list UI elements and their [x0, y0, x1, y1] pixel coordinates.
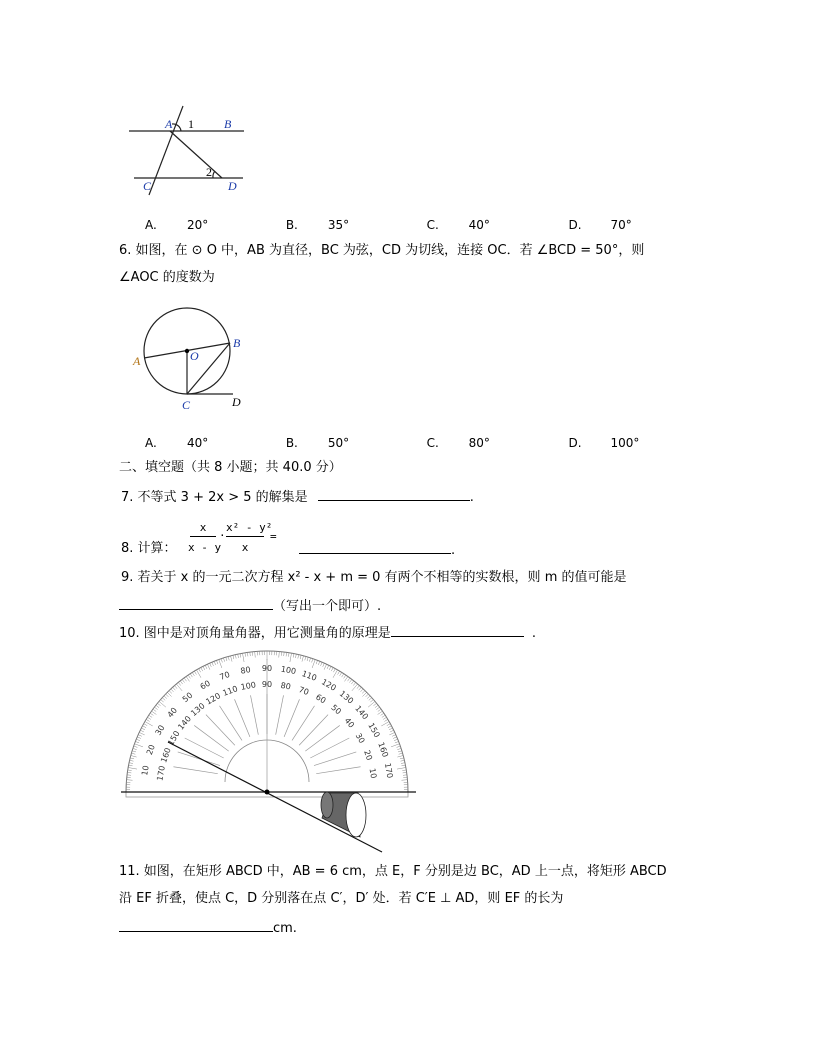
tick — [333, 670, 338, 678]
tick — [135, 744, 143, 747]
protractor-figure — [121, 651, 416, 852]
tick — [378, 711, 383, 714]
label-angle2: 2 — [206, 165, 212, 179]
q9-end: （写出一个即可）. — [273, 599, 382, 614]
tick — [384, 719, 387, 721]
tick — [352, 684, 358, 691]
fraction-numerator: x² - y² — [226, 520, 264, 537]
option-letter: B. — [285, 436, 298, 450]
tick — [214, 661, 215, 665]
tick — [188, 675, 190, 678]
tick — [207, 664, 210, 669]
tick — [169, 691, 172, 694]
tick — [151, 711, 156, 714]
tick — [300, 655, 301, 659]
label-d: D — [228, 179, 237, 193]
tick — [307, 657, 308, 661]
ray-line — [194, 725, 228, 751]
tick — [134, 746, 138, 747]
tick — [184, 678, 186, 681]
tick — [131, 756, 137, 758]
cylinder-front — [346, 793, 366, 837]
tick — [150, 713, 153, 715]
tick — [333, 669, 335, 672]
tick — [397, 746, 401, 747]
answer-blank[interactable] — [391, 624, 524, 637]
q8-end: . — [451, 543, 456, 558]
tick — [397, 748, 401, 749]
tick — [132, 751, 136, 752]
option-value: 20° — [187, 218, 209, 232]
tick — [145, 722, 153, 727]
answer-blank[interactable] — [119, 919, 273, 932]
tick — [288, 653, 289, 657]
tick — [398, 751, 402, 752]
equals: = — [270, 530, 277, 543]
label-b: B — [224, 117, 232, 131]
inner-scale-label: 160 — [159, 746, 173, 764]
tick — [221, 659, 222, 663]
tick — [128, 770, 132, 771]
q11-line2: 沿 EF 折叠，使点 C，D 分别落在点 C′，D′ 处．若 C′E ⊥ AD，则 EF 的长为 — [119, 891, 564, 906]
q10-text: 10. 图中是对顶角量角器，用它测量角的原理是 — [119, 626, 391, 641]
outer-scale-label: 70 — [218, 669, 232, 682]
q9-line1: 9. 若关于 x 的一元二次方程 x² - x + m = 0 有两个不相等的实数根，则 m 的值可能是 — [121, 570, 627, 585]
tick — [338, 671, 340, 674]
label-b: B — [233, 336, 241, 350]
tick — [366, 694, 369, 697]
tick — [203, 666, 205, 670]
ray-line — [220, 706, 243, 741]
tick — [186, 676, 189, 681]
tick — [394, 739, 398, 740]
tick — [305, 656, 306, 660]
tick — [167, 692, 171, 696]
tick — [344, 675, 346, 678]
outer-scale-label: 150 — [366, 721, 382, 740]
tick — [351, 681, 353, 684]
tick — [197, 670, 202, 678]
tick — [233, 655, 234, 659]
tick — [367, 696, 370, 699]
tick — [359, 687, 362, 690]
tick — [279, 652, 280, 658]
outer-scale-label: 160 — [376, 741, 390, 759]
tick — [389, 728, 393, 730]
tick — [373, 703, 376, 706]
inner-scale-label: 40 — [342, 716, 357, 730]
tick — [302, 656, 304, 662]
tick — [295, 654, 296, 658]
fraction-numerator: x — [190, 520, 216, 537]
option-value: 35° — [327, 218, 350, 232]
tick — [395, 741, 399, 742]
tick — [127, 780, 133, 781]
tick — [290, 653, 292, 662]
tick — [143, 726, 147, 728]
outer-scale-label: 90 — [261, 664, 273, 673]
tick — [318, 661, 319, 665]
inner-scale-label: 170 — [155, 765, 167, 782]
tick — [309, 658, 310, 662]
tick — [162, 698, 165, 701]
outer-scale-label: 100 — [280, 664, 297, 677]
inner-scale-label: 10 — [367, 767, 379, 780]
tick — [348, 678, 350, 681]
outer-scale-label: 30 — [153, 723, 167, 737]
tick — [199, 669, 201, 672]
q8-answer — [299, 541, 455, 559]
tick — [153, 709, 156, 711]
tick — [403, 772, 407, 773]
q6-options — [145, 436, 639, 450]
outer-scale-label: 20 — [144, 743, 157, 757]
tick — [323, 663, 325, 667]
tick — [194, 671, 196, 674]
tick — [180, 681, 182, 684]
tick — [368, 701, 375, 707]
tick — [174, 686, 177, 689]
tick — [362, 692, 366, 696]
q9-line2 — [119, 597, 381, 615]
option-letter: D. — [568, 218, 582, 232]
tick — [178, 682, 181, 685]
tick — [135, 741, 139, 742]
ray-line — [299, 715, 328, 746]
tick — [138, 735, 142, 737]
tick — [146, 719, 149, 721]
ray-line — [185, 738, 224, 758]
label-o: O — [190, 349, 199, 363]
tick — [157, 703, 160, 706]
inner-scale-label: 110 — [221, 684, 239, 698]
tick — [235, 655, 236, 659]
tick — [129, 765, 133, 766]
inner-scale-label: 130 — [189, 701, 207, 719]
tick — [147, 717, 150, 719]
ray-line — [310, 738, 349, 758]
tick — [240, 654, 241, 658]
ray-line — [235, 699, 250, 737]
tick — [182, 679, 184, 682]
q11-line1: 11. 如图，在矩形 ABCD 中，AB = 6 cm，点 E，F 分别是边 BC，AD 上一点，将矩形 ABCD — [119, 864, 667, 879]
option-letter: C. — [426, 218, 439, 232]
tick — [389, 732, 394, 735]
tick — [247, 652, 248, 656]
option-value: 70° — [610, 218, 632, 232]
tick — [201, 668, 203, 672]
tick — [238, 654, 239, 658]
outer-scale-label: 130 — [337, 689, 356, 706]
label-c: C — [182, 398, 191, 412]
tick — [210, 663, 212, 667]
ray-line — [178, 752, 220, 766]
tick — [205, 665, 207, 669]
tick — [342, 674, 344, 677]
tick — [397, 756, 403, 758]
q11-unit: cm. — [273, 921, 297, 936]
tick — [159, 701, 166, 707]
tick — [400, 760, 404, 761]
ray-line — [305, 725, 339, 751]
tick — [137, 737, 141, 739]
tick — [393, 737, 397, 739]
tick — [381, 713, 384, 715]
tick — [401, 780, 407, 781]
tick — [171, 689, 174, 692]
fraction-denominator: x — [241, 541, 249, 554]
tick — [381, 722, 389, 727]
option-letter: A. — [145, 218, 157, 232]
inner-scale-label: 80 — [279, 680, 292, 692]
tick — [353, 682, 356, 685]
tick — [357, 686, 360, 689]
tick — [139, 732, 144, 735]
ray-line — [284, 699, 299, 737]
q5-options — [145, 218, 632, 232]
outer-scale-label: 140 — [353, 703, 370, 722]
tick — [223, 658, 224, 662]
tick — [382, 715, 385, 717]
option-value: 40° — [468, 218, 490, 232]
outer-scale-label: 60 — [198, 678, 212, 692]
answer-blank[interactable] — [318, 488, 470, 501]
tick — [312, 660, 315, 668]
tick — [331, 668, 333, 672]
tick — [166, 694, 169, 697]
tick — [298, 655, 299, 659]
tick — [131, 753, 135, 754]
option-value: 80° — [468, 436, 490, 450]
outer-scale-label: 110 — [300, 669, 318, 683]
tick — [387, 724, 390, 726]
inner-scale-label: 90 — [261, 680, 273, 689]
tick — [376, 707, 379, 709]
tick — [369, 698, 372, 701]
tick — [144, 724, 147, 726]
label-d: D — [232, 395, 241, 409]
inner-scale-label: 30 — [353, 731, 367, 745]
ray-line — [276, 695, 284, 734]
label-c: C — [143, 179, 152, 193]
tick — [375, 705, 378, 707]
inner-scale-label: 100 — [240, 680, 257, 692]
tick — [329, 666, 331, 670]
q6-line2: ∠AOC 的度数为 — [119, 270, 215, 285]
tick — [140, 730, 144, 732]
center-dot — [265, 790, 270, 795]
tick — [286, 652, 287, 656]
cylinder-back — [321, 792, 333, 818]
tick — [388, 726, 392, 728]
ray-line — [314, 752, 356, 766]
tick — [176, 684, 182, 691]
tick — [402, 770, 406, 771]
option-value: 40° — [187, 436, 209, 450]
label-a: A — [133, 354, 141, 368]
option-value: 100° — [610, 436, 640, 450]
inner-scale-label: 70 — [297, 685, 311, 697]
tick — [360, 689, 363, 692]
option-letter: A. — [145, 436, 157, 450]
tick — [156, 705, 159, 707]
tick — [321, 662, 323, 666]
tick — [129, 763, 133, 764]
tick — [243, 653, 245, 662]
q7 — [121, 488, 474, 506]
tick — [219, 660, 222, 668]
tick — [362, 691, 365, 694]
q8-prefix: 8. 计算： — [121, 541, 177, 556]
answer-blank[interactable] — [299, 541, 451, 554]
tick — [190, 674, 192, 677]
outer-scale-label: 120 — [319, 677, 338, 693]
outer-scale-label: 50 — [180, 690, 195, 705]
tick — [226, 657, 227, 661]
tick — [164, 696, 167, 699]
inner-scale-label: 150 — [166, 729, 182, 748]
tick — [401, 765, 405, 766]
q7-end: . — [469, 490, 474, 505]
tick — [293, 654, 294, 658]
inner-scale-label: 50 — [329, 702, 343, 717]
tick — [312, 659, 313, 663]
ray-line — [206, 715, 235, 746]
label-a: A — [165, 117, 173, 131]
tick — [228, 656, 229, 660]
tick — [128, 768, 137, 770]
tick — [391, 744, 399, 747]
tick — [127, 772, 131, 773]
tick — [316, 660, 317, 664]
tick — [399, 753, 403, 754]
ray-line — [251, 695, 259, 734]
q10-end: . — [531, 626, 536, 641]
tick — [136, 739, 140, 740]
inner-scale-label: 120 — [204, 691, 223, 707]
tick — [378, 709, 381, 711]
tick — [392, 735, 396, 737]
tick — [192, 672, 194, 675]
option-value: 50° — [327, 436, 350, 450]
tick — [154, 707, 157, 709]
q10 — [119, 624, 536, 642]
tick — [245, 653, 246, 657]
tick — [212, 662, 214, 666]
answer-blank[interactable] — [119, 597, 273, 610]
tick — [130, 760, 134, 761]
inner-scale-label: 20 — [362, 748, 374, 762]
tick — [390, 730, 394, 732]
q11-line3 — [119, 919, 297, 937]
tick — [149, 715, 152, 717]
tick — [349, 679, 351, 682]
tick — [340, 672, 342, 675]
ray-line — [292, 706, 315, 741]
tick — [255, 652, 256, 658]
tick — [401, 763, 405, 764]
q6-line1: 6. 如图，在 ⊙ O 中，AB 为直径，BC 为弦，CD 为切线，连接 OC．若 ∠BCD = 50°，则 — [119, 243, 645, 258]
tick — [161, 699, 164, 702]
outer-scale-label: 170 — [382, 762, 395, 779]
tick — [130, 758, 134, 759]
label-angle1: 1 — [188, 117, 194, 131]
section-title: 二、填空题（共 8 小题；共 40.0 分） — [119, 460, 342, 475]
tick — [133, 748, 137, 749]
fraction-denominator: x - y — [188, 541, 222, 554]
tick — [370, 699, 373, 702]
outer-scale-label: 80 — [239, 665, 252, 676]
option-letter: D. — [568, 436, 582, 450]
outer-scale-label: 10 — [140, 764, 151, 777]
tick — [344, 676, 347, 681]
tick — [141, 728, 145, 730]
ray-line — [316, 767, 360, 774]
tick — [173, 687, 176, 690]
outer-scale-label: 40 — [165, 705, 180, 720]
option-letter: B. — [285, 218, 298, 232]
q7-text: 7. 不等式 3 + 2x > 5 的解集是 — [121, 490, 308, 505]
tick — [397, 768, 406, 770]
tick — [383, 717, 386, 719]
dot: · — [219, 529, 226, 542]
tick — [327, 665, 329, 669]
ray-line — [173, 767, 217, 774]
tick — [231, 656, 233, 662]
tick — [216, 660, 217, 664]
inner-scale-label: 140 — [176, 714, 194, 732]
inner-scale-label: 60 — [314, 692, 328, 706]
tick — [400, 758, 404, 759]
option-letter: C. — [426, 436, 439, 450]
tick — [324, 664, 327, 669]
